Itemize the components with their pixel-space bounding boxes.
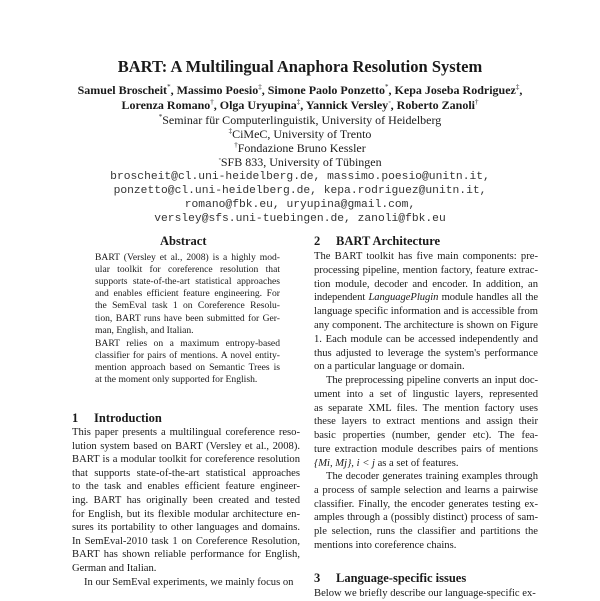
affiliation-line xyxy=(0,114,600,127)
text-line: lution system based on BART (Versley et al., 2008). xyxy=(72,440,300,452)
text-line: for English, but its flexible modular architecture en- xyxy=(72,508,300,520)
author-name: Kepa Joseba Rodriguez xyxy=(394,83,516,97)
affiliation-line xyxy=(0,142,600,155)
text-line: In SemEval-2010 task 1 on Coreference Resolution, xyxy=(72,535,300,547)
text-line: that supports state-of-the-art statistical approaches xyxy=(72,467,300,479)
affiliation-text: Seminar für Computerlinguistik, University of Heidelberg xyxy=(162,113,442,127)
section-title: Introduction xyxy=(94,411,162,425)
paper-title: BART: A Multilingual Anaphora Resolution System xyxy=(117,57,483,76)
text-line: ular toolkit for coreference resolution that xyxy=(95,264,280,276)
abstract-heading: Abstract xyxy=(160,234,207,248)
author-affiliation-mark: ‡ xyxy=(258,83,262,91)
author-separator: , xyxy=(170,83,177,97)
author-separator: , xyxy=(388,83,395,97)
text-line: The BART toolkit has five main components: pre- xyxy=(314,251,538,262)
text-line: processing pipeline, mention factory, feature extrac- xyxy=(314,264,538,276)
text-line: classifier for pairs of mentions. A novel entity- xyxy=(95,350,280,362)
section-title: BART Architecture xyxy=(336,234,441,248)
email-line: broscheit@cl.uni-heidelberg.de, massimo.poesio@unitn.it, xyxy=(110,171,490,183)
text-line: thus adjusted to leverage the system's performance xyxy=(314,347,538,359)
text-line: to the task and enables efficient feature engineer- xyxy=(72,481,300,493)
text-line: independent LanguagePlugin module handles all the xyxy=(314,292,538,304)
text-line: ing. BART has originally been created and tested xyxy=(72,495,300,506)
section-title: Language-specific issues xyxy=(336,571,467,585)
section-number: 2 xyxy=(314,234,321,248)
text-line: supports state-of-the-art statistical approaches xyxy=(95,276,280,288)
text-line: basic properties (number, gender etc). The fea- xyxy=(314,430,538,442)
text-line: Below we briefly describe our language-specific ex- xyxy=(314,588,536,599)
text-line: tion, BART runs have been submitted for Ger- xyxy=(95,312,280,324)
text-line: sures its portability to other languages and domains. xyxy=(72,522,300,534)
text-line: mentions into coreference chains. xyxy=(314,540,457,551)
text-line: The decoder generates training examples through xyxy=(326,471,538,482)
section-3-heading xyxy=(314,571,466,585)
math-expression: {Mi, Mj}, i < j xyxy=(314,457,375,469)
affiliation-text: CiMeC, University of Trento xyxy=(232,127,372,141)
author-line xyxy=(0,84,600,97)
section-1-heading xyxy=(72,411,162,425)
text-line: these layers to extract mentions and assign their xyxy=(314,416,538,428)
author-affiliation-mark: ‡ xyxy=(515,83,520,91)
author-line xyxy=(0,99,600,112)
author-affiliation-mark: † xyxy=(210,98,214,106)
text-line: ument into a set of lingustic layers, represented xyxy=(314,388,538,400)
author-separator: , xyxy=(519,83,523,97)
affiliation-line xyxy=(0,128,600,141)
author-affiliation-mark: ◦ xyxy=(388,98,391,106)
author-affiliation-mark: † xyxy=(475,98,479,106)
author-affiliation-mark: * xyxy=(385,83,389,91)
email-line: romano@fbk.eu, uryupina@gmail.com, xyxy=(184,199,416,211)
text-line: on a particular language or domain. xyxy=(314,361,465,373)
affiliation-text: Fondazione Bruno Kessler xyxy=(237,141,366,155)
author-separator: , xyxy=(261,83,268,97)
author-name: Roberto Zanoli xyxy=(396,98,476,112)
author-affiliation-mark: ‡ xyxy=(296,98,301,106)
text-line: The preprocessing pipeline converts an input doc- xyxy=(326,375,538,386)
text-line: tion module, decoder and encoder. In addition, an xyxy=(314,278,538,290)
text-line: any component. The architecture is shown on Figure xyxy=(314,320,538,331)
text-line: and enables efficient feature engineering. For xyxy=(95,288,280,300)
affiliation-mark: † xyxy=(234,141,238,149)
text-line: classifier. Finally, the encoder generates testing ex- xyxy=(314,498,538,510)
text-line: mention approach based on Semantic Trees is xyxy=(95,362,280,374)
email-line: versley@sfs.uni-tuebingen.de, zanoli@fbk.eu xyxy=(154,213,446,225)
text-line: ture extraction module describes pairs of mentions xyxy=(314,444,538,455)
text-line: at the moment only supported for English. xyxy=(95,374,258,386)
text-line: a process of sample selection and learns a pairwise xyxy=(314,484,538,496)
author-separator: , xyxy=(300,98,306,112)
author-name: Massimo Poesio xyxy=(176,83,259,97)
author-name: Olga Uryupina xyxy=(219,98,297,112)
author-name: Simone Paolo Ponzetto xyxy=(267,83,386,97)
text-line: In our SemEval experiments, we mainly focus on xyxy=(84,577,294,588)
author-affiliation-mark: * xyxy=(167,83,171,91)
text-line: amples through a (possibly distinct) process of sam- xyxy=(314,512,538,524)
author-name: Yannick Versley xyxy=(305,98,389,112)
text-line: {Mi, Mj}, i < j as a set of features. xyxy=(314,457,459,469)
text-line: language specific information and is accessible from xyxy=(314,306,538,318)
author-name: Samuel Broscheit xyxy=(77,83,168,97)
text-line: ple selection, runs the classifier and partitions the xyxy=(314,526,538,538)
affiliation-text: SFB 833, University of Tübingen xyxy=(220,155,382,169)
text-line: This paper presents a multilingual coreference reso- xyxy=(72,427,300,438)
section-2-heading xyxy=(314,234,440,248)
affiliation-line xyxy=(0,156,600,169)
affiliation-mark: ◦ xyxy=(218,155,221,163)
email-line: ponzetto@cl.uni-heidelberg.de, kepa.rodriguez@unitn.it, xyxy=(113,185,487,197)
author-separator: , xyxy=(213,98,220,112)
section-number: 3 xyxy=(314,571,321,585)
text-line: BART (Versley et al., 2008) is a highly mod- xyxy=(95,252,280,263)
module-name: LanguagePlugin xyxy=(368,292,439,304)
section-number: 1 xyxy=(72,411,79,425)
text-line: 1. Each module can be accessed independently and xyxy=(314,333,538,345)
author-separator: , xyxy=(390,98,397,112)
text-line: BART relies on a maximum entropy-based xyxy=(95,338,280,349)
affiliation-mark: * xyxy=(158,113,163,121)
author-name: Lorenza Romano xyxy=(121,98,211,112)
text-line: BART has shown reliable performance for English, xyxy=(72,549,300,561)
affiliation-mark: ‡ xyxy=(228,127,233,135)
text-line: as separate XML files. The mention factory uses xyxy=(314,402,538,414)
text-line: BART is a modular toolkit for coreference resolution xyxy=(72,454,300,466)
text-line: man, English, and Italian. xyxy=(95,324,194,336)
text-line: German and Italian. xyxy=(72,563,157,574)
text-line: the SemEval task 1 on Coreference Resolu- xyxy=(95,300,280,312)
